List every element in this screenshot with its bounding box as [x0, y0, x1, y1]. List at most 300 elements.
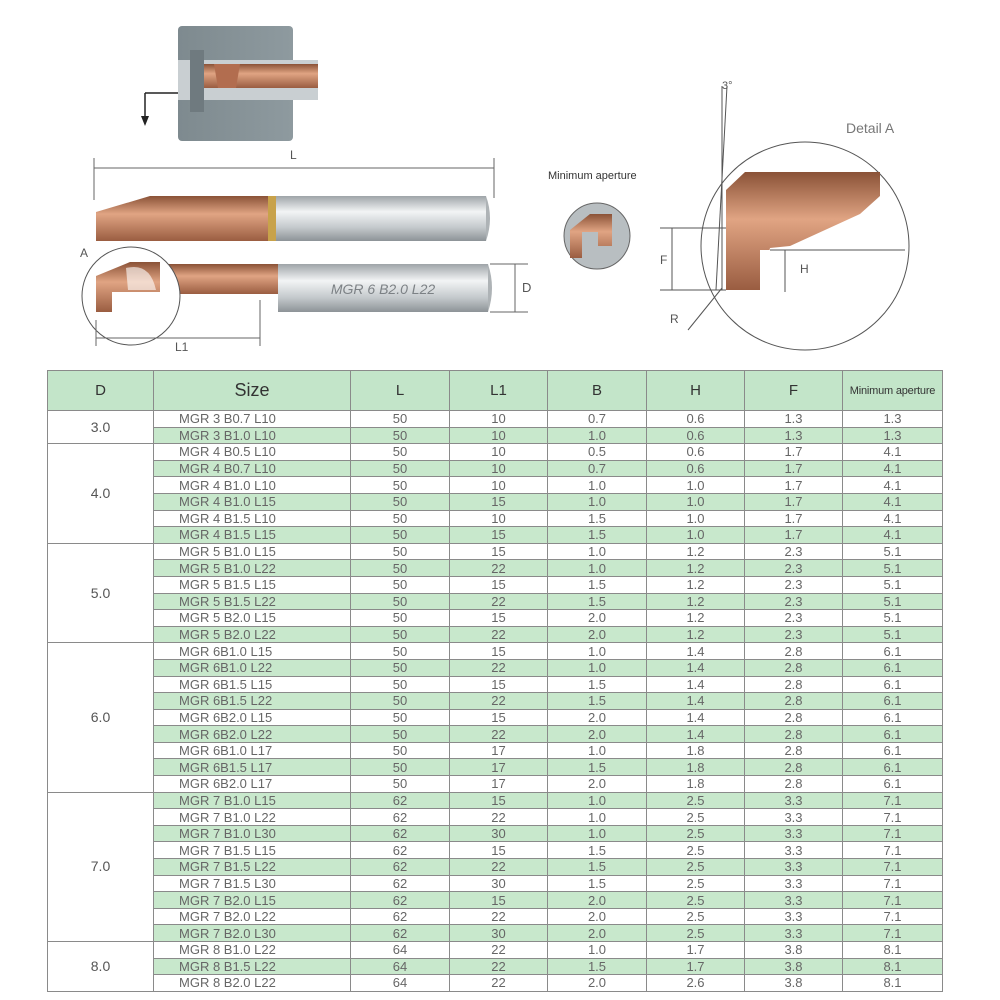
h-cell: 1.4 — [647, 659, 745, 676]
l-cell: 50 — [351, 776, 450, 793]
dim-R-label: R — [670, 312, 679, 326]
dim-L-label: L — [290, 148, 297, 162]
table-row — [48, 792, 943, 809]
h-cell: 1.2 — [647, 593, 745, 610]
h-cell: 1.0 — [647, 477, 745, 494]
h-cell: 1.4 — [647, 709, 745, 726]
size-cell: MGR 6B1.5 L15 — [154, 676, 351, 693]
l1-cell: 15 — [450, 709, 548, 726]
f-cell: 2.8 — [745, 709, 843, 726]
min-aperture-cell: 7.1 — [843, 892, 943, 909]
l1-cell: 30 — [450, 875, 548, 892]
min-aperture-cell: 1.3 — [843, 427, 943, 444]
h-cell: 2.5 — [647, 842, 745, 859]
l-cell: 64 — [351, 958, 450, 975]
table-row — [48, 527, 943, 544]
table-header-row — [48, 371, 943, 411]
size-cell: MGR 4 B0.7 L10 — [154, 460, 351, 477]
h-cell: 2.5 — [647, 825, 745, 842]
b-cell: 1.0 — [548, 543, 647, 560]
l1-cell: 15 — [450, 610, 548, 627]
b-cell: 1.5 — [548, 958, 647, 975]
l1-cell: 15 — [450, 543, 548, 560]
size-cell: MGR 7 B1.0 L15 — [154, 792, 351, 809]
l-cell: 50 — [351, 726, 450, 743]
table-row — [48, 958, 943, 975]
l-cell: 62 — [351, 892, 450, 909]
h-cell: 1.4 — [647, 693, 745, 710]
l-cell: 62 — [351, 859, 450, 876]
h-cell: 2.5 — [647, 859, 745, 876]
h-cell: 1.0 — [647, 493, 745, 510]
f-cell: 2.8 — [745, 693, 843, 710]
table-row — [48, 825, 943, 842]
diameter-cell: 5.0 — [48, 543, 154, 643]
f-cell: 2.3 — [745, 610, 843, 627]
table-row — [48, 427, 943, 444]
size-cell: MGR 6B2.0 L15 — [154, 709, 351, 726]
l-cell: 50 — [351, 510, 450, 527]
engraving-text: MGR 6 B2.0 L22 — [330, 281, 436, 297]
b-cell: 1.5 — [548, 676, 647, 693]
h-cell: 2.5 — [647, 925, 745, 942]
min-aperture-cell: 5.1 — [843, 593, 943, 610]
f-cell: 3.3 — [745, 859, 843, 876]
min-aperture-cell: 7.1 — [843, 842, 943, 859]
b-cell: 2.0 — [548, 892, 647, 909]
b-cell: 1.5 — [548, 759, 647, 776]
min-aperture-caption: Minimum aperture — [548, 170, 637, 182]
b-cell: 1.0 — [548, 560, 647, 577]
min-aperture-cell: 6.1 — [843, 759, 943, 776]
b-cell: 2.0 — [548, 610, 647, 627]
l1-cell: 17 — [450, 742, 548, 759]
f-cell: 2.8 — [745, 676, 843, 693]
b-cell: 1.5 — [548, 510, 647, 527]
f-cell: 3.3 — [745, 908, 843, 925]
min-aperture-cell: 5.1 — [843, 626, 943, 643]
min-aperture-cell: 7.1 — [843, 825, 943, 842]
table-row — [48, 444, 943, 461]
table-row — [48, 610, 943, 627]
h-cell: 1.2 — [647, 626, 745, 643]
b-cell: 2.0 — [548, 908, 647, 925]
b-cell: 0.5 — [548, 444, 647, 461]
size-cell: MGR 4 B0.5 L10 — [154, 444, 351, 461]
table-row — [48, 593, 943, 610]
table-row — [48, 560, 943, 577]
b-cell: 1.0 — [548, 792, 647, 809]
min-aperture-cell: 4.1 — [843, 510, 943, 527]
l-cell: 50 — [351, 427, 450, 444]
f-cell: 3.3 — [745, 925, 843, 942]
l1-cell: 22 — [450, 859, 548, 876]
table-row — [48, 576, 943, 593]
min-aperture-cell: 6.1 — [843, 709, 943, 726]
h-cell: 0.6 — [647, 444, 745, 461]
l1-cell: 15 — [450, 527, 548, 544]
detail-marker-A: A — [80, 246, 89, 260]
b-cell: 1.5 — [548, 527, 647, 544]
workpiece-illustration — [141, 26, 318, 141]
table-row — [48, 892, 943, 909]
f-cell: 3.3 — [745, 809, 843, 826]
h-cell: 1.8 — [647, 776, 745, 793]
l-cell: 64 — [351, 975, 450, 992]
f-cell: 2.3 — [745, 560, 843, 577]
f-cell: 3.8 — [745, 975, 843, 992]
l-cell: 62 — [351, 809, 450, 826]
h-cell: 2.5 — [647, 792, 745, 809]
table-row — [48, 493, 943, 510]
dim-H-label: H — [800, 262, 809, 276]
table-row — [48, 742, 943, 759]
min-aperture-cell: 7.1 — [843, 908, 943, 925]
size-cell: MGR 8 B1.5 L22 — [154, 958, 351, 975]
size-cell: MGR 4 B1.5 L15 — [154, 527, 351, 544]
min-aperture-cell: 4.1 — [843, 493, 943, 510]
min-aperture-cell: 7.1 — [843, 925, 943, 942]
h-cell: 0.6 — [647, 427, 745, 444]
l-cell: 50 — [351, 411, 450, 428]
min-aperture-cell: 8.1 — [843, 942, 943, 959]
table-row — [48, 709, 943, 726]
f-cell: 2.3 — [745, 543, 843, 560]
min-aperture-cell: 7.1 — [843, 809, 943, 826]
b-cell: 1.5 — [548, 842, 647, 859]
l1-cell: 15 — [450, 792, 548, 809]
size-cell: MGR 6B1.0 L15 — [154, 643, 351, 660]
l-cell: 62 — [351, 875, 450, 892]
l-cell: 50 — [351, 643, 450, 660]
l1-cell: 22 — [450, 908, 548, 925]
size-cell: MGR 7 B1.5 L30 — [154, 875, 351, 892]
size-cell: MGR 7 B2.0 L22 — [154, 908, 351, 925]
l-cell: 64 — [351, 942, 450, 959]
l1-cell: 15 — [450, 842, 548, 859]
table-row — [48, 477, 943, 494]
min-aperture-cell: 6.1 — [843, 726, 943, 743]
min-aperture-cell: 8.1 — [843, 958, 943, 975]
tool-diagram — [0, 0, 1000, 368]
l1-cell: 30 — [450, 825, 548, 842]
l-cell: 50 — [351, 709, 450, 726]
b-cell: 0.7 — [548, 460, 647, 477]
size-cell: MGR 5 B2.0 L15 — [154, 610, 351, 627]
l-cell: 50 — [351, 610, 450, 627]
table-row — [48, 842, 943, 859]
table-row — [48, 975, 943, 992]
h-cell: 2.5 — [647, 908, 745, 925]
dim-L1-label: L1 — [175, 340, 189, 354]
spec-table — [47, 370, 943, 992]
size-cell: MGR 5 B2.0 L22 — [154, 626, 351, 643]
l-cell: 62 — [351, 925, 450, 942]
min-aperture-cell: 4.1 — [843, 444, 943, 461]
min-aperture-cell: 6.1 — [843, 776, 943, 793]
l-cell: 62 — [351, 842, 450, 859]
dim-F-label: F — [660, 253, 668, 267]
l-cell: 50 — [351, 527, 450, 544]
table-row — [48, 726, 943, 743]
l-cell: 50 — [351, 560, 450, 577]
l1-cell: 15 — [450, 892, 548, 909]
l-cell: 50 — [351, 477, 450, 494]
f-cell: 1.3 — [745, 411, 843, 428]
l-cell: 50 — [351, 676, 450, 693]
h-cell: 1.4 — [647, 676, 745, 693]
f-cell: 2.3 — [745, 626, 843, 643]
min-aperture-cell: 8.1 — [843, 975, 943, 992]
l-cell: 50 — [351, 460, 450, 477]
size-cell: MGR 7 B1.0 L30 — [154, 825, 351, 842]
f-cell: 1.7 — [745, 460, 843, 477]
f-cell: 2.3 — [745, 593, 843, 610]
l-cell: 50 — [351, 626, 450, 643]
h-cell: 0.6 — [647, 411, 745, 428]
diameter-cell: 6.0 — [48, 643, 154, 792]
l1-cell: 10 — [450, 444, 548, 461]
f-cell: 3.3 — [745, 892, 843, 909]
size-cell: MGR 7 B2.0 L15 — [154, 892, 351, 909]
l1-cell: 22 — [450, 560, 548, 577]
b-cell: 1.5 — [548, 576, 647, 593]
b-cell: 1.0 — [548, 942, 647, 959]
detail-a-label: Detail A — [846, 120, 895, 136]
min-aperture-cell: 7.1 — [843, 875, 943, 892]
dim-D-label: D — [522, 280, 532, 295]
table-row — [48, 626, 943, 643]
h-cell: 1.8 — [647, 759, 745, 776]
h-cell: 2.6 — [647, 975, 745, 992]
l1-cell: 22 — [450, 958, 548, 975]
size-cell: MGR 7 B2.0 L30 — [154, 925, 351, 942]
f-cell: 2.8 — [745, 659, 843, 676]
size-cell: MGR 3 B0.7 L10 — [154, 411, 351, 428]
min-aperture-illustration — [564, 203, 630, 269]
f-cell: 1.7 — [745, 444, 843, 461]
h-cell: 1.7 — [647, 942, 745, 959]
size-cell: MGR 4 B1.5 L10 — [154, 510, 351, 527]
h-cell: 1.2 — [647, 610, 745, 627]
header-l: L — [351, 371, 450, 411]
size-cell: MGR 7 B1.5 L15 — [154, 842, 351, 859]
size-cell: MGR 4 B1.0 L15 — [154, 493, 351, 510]
l1-cell: 15 — [450, 576, 548, 593]
h-cell: 2.5 — [647, 892, 745, 909]
l1-cell: 22 — [450, 593, 548, 610]
l1-cell: 22 — [450, 975, 548, 992]
header-b: B — [548, 371, 647, 411]
h-cell: 1.0 — [647, 510, 745, 527]
h-cell: 1.0 — [647, 527, 745, 544]
f-cell: 2.3 — [745, 576, 843, 593]
l-cell: 50 — [351, 493, 450, 510]
table-row — [48, 659, 943, 676]
l-cell: 62 — [351, 908, 450, 925]
h-cell: 1.8 — [647, 742, 745, 759]
min-aperture-cell: 4.1 — [843, 477, 943, 494]
h-cell: 1.2 — [647, 576, 745, 593]
l1-cell: 10 — [450, 411, 548, 428]
size-cell: MGR 6B1.5 L17 — [154, 759, 351, 776]
f-cell: 2.8 — [745, 742, 843, 759]
tip-detail-circle — [82, 247, 260, 346]
diameter-cell: 4.0 — [48, 444, 154, 544]
b-cell: 1.0 — [548, 493, 647, 510]
f-cell: 3.3 — [745, 825, 843, 842]
min-aperture-cell: 4.1 — [843, 460, 943, 477]
f-cell: 3.3 — [745, 842, 843, 859]
h-cell: 1.4 — [647, 726, 745, 743]
b-cell: 2.0 — [548, 709, 647, 726]
f-cell: 2.8 — [745, 776, 843, 793]
tool-side-view — [96, 196, 490, 241]
l-cell: 50 — [351, 659, 450, 676]
f-cell: 1.7 — [745, 493, 843, 510]
size-cell: MGR 6B1.0 L17 — [154, 742, 351, 759]
f-cell: 1.3 — [745, 427, 843, 444]
size-cell: MGR 5 B1.0 L22 — [154, 560, 351, 577]
h-cell: 1.7 — [647, 958, 745, 975]
b-cell: 1.0 — [548, 742, 647, 759]
size-cell: MGR 6B1.5 L22 — [154, 693, 351, 710]
min-aperture-cell: 6.1 — [843, 676, 943, 693]
l1-cell: 15 — [450, 676, 548, 693]
diameter-cell: 3.0 — [48, 411, 154, 444]
l1-cell: 22 — [450, 626, 548, 643]
l-cell: 50 — [351, 444, 450, 461]
b-cell: 1.0 — [548, 477, 647, 494]
min-aperture-cell: 6.1 — [843, 643, 943, 660]
tool-top-view — [150, 264, 528, 312]
min-aperture-cell: 5.1 — [843, 543, 943, 560]
l1-cell: 17 — [450, 776, 548, 793]
h-cell: 2.5 — [647, 809, 745, 826]
angle-label: 3° — [722, 80, 733, 92]
b-cell: 1.5 — [548, 593, 647, 610]
header-l1: L1 — [450, 371, 548, 411]
diameter-cell: 7.0 — [48, 792, 154, 941]
l1-cell: 22 — [450, 659, 548, 676]
table-row — [48, 859, 943, 876]
b-cell: 2.0 — [548, 776, 647, 793]
min-aperture-cell: 6.1 — [843, 742, 943, 759]
b-cell: 1.0 — [548, 643, 647, 660]
l-cell: 50 — [351, 759, 450, 776]
min-aperture-cell: 1.3 — [843, 411, 943, 428]
table-row — [48, 942, 943, 959]
size-cell: MGR 3 B1.0 L10 — [154, 427, 351, 444]
l1-cell: 22 — [450, 809, 548, 826]
l-cell: 50 — [351, 593, 450, 610]
b-cell: 1.0 — [548, 825, 647, 842]
table-row — [48, 759, 943, 776]
l1-cell: 30 — [450, 925, 548, 942]
f-cell: 3.8 — [745, 942, 843, 959]
l1-cell: 15 — [450, 493, 548, 510]
header-min-aperture: Minimum aperture — [843, 371, 943, 411]
l1-cell: 22 — [450, 726, 548, 743]
header-h: H — [647, 371, 745, 411]
size-cell: MGR 5 B1.5 L22 — [154, 593, 351, 610]
h-cell: 1.2 — [647, 543, 745, 560]
min-aperture-cell: 4.1 — [843, 527, 943, 544]
min-aperture-cell: 7.1 — [843, 792, 943, 809]
f-cell: 1.7 — [745, 527, 843, 544]
size-cell: MGR 8 B2.0 L22 — [154, 975, 351, 992]
f-cell: 2.8 — [745, 726, 843, 743]
size-cell: MGR 4 B1.0 L10 — [154, 477, 351, 494]
table-row — [48, 460, 943, 477]
l1-cell: 22 — [450, 693, 548, 710]
h-cell: 1.2 — [647, 560, 745, 577]
min-aperture-cell: 5.1 — [843, 560, 943, 577]
min-aperture-cell: 7.1 — [843, 859, 943, 876]
min-aperture-cell: 6.1 — [843, 659, 943, 676]
l-cell: 62 — [351, 792, 450, 809]
table-row — [48, 693, 943, 710]
f-cell: 1.7 — [745, 510, 843, 527]
table-row — [48, 925, 943, 942]
size-cell: MGR 7 B1.5 L22 — [154, 859, 351, 876]
size-cell: MGR 6B2.0 L17 — [154, 776, 351, 793]
b-cell: 1.5 — [548, 859, 647, 876]
table-row — [48, 908, 943, 925]
f-cell: 2.8 — [745, 643, 843, 660]
b-cell: 2.0 — [548, 925, 647, 942]
size-cell: MGR 5 B1.0 L15 — [154, 543, 351, 560]
table-row — [48, 543, 943, 560]
h-cell: 0.6 — [647, 460, 745, 477]
header-d: D — [48, 371, 154, 411]
f-cell: 1.7 — [745, 477, 843, 494]
table-row — [48, 411, 943, 428]
f-cell: 3.3 — [745, 792, 843, 809]
l1-cell: 10 — [450, 510, 548, 527]
l-cell: 50 — [351, 576, 450, 593]
header-size: Size — [154, 371, 351, 411]
size-cell: MGR 6B1.0 L22 — [154, 659, 351, 676]
table-row — [48, 776, 943, 793]
l-cell: 50 — [351, 742, 450, 759]
h-cell: 1.4 — [647, 643, 745, 660]
table-row — [48, 875, 943, 892]
table-row — [48, 676, 943, 693]
header-f: F — [745, 371, 843, 411]
diameter-cell: 8.0 — [48, 942, 154, 992]
h-cell: 2.5 — [647, 875, 745, 892]
l-cell: 50 — [351, 693, 450, 710]
min-aperture-cell: 6.1 — [843, 693, 943, 710]
min-aperture-cell: 5.1 — [843, 576, 943, 593]
l1-cell: 10 — [450, 477, 548, 494]
spec-table-body — [48, 411, 943, 992]
f-cell: 2.8 — [745, 759, 843, 776]
table-row — [48, 643, 943, 660]
l1-cell: 10 — [450, 460, 548, 477]
table-row — [48, 809, 943, 826]
b-cell: 1.0 — [548, 809, 647, 826]
b-cell: 1.0 — [548, 427, 647, 444]
size-cell: MGR 8 B1.0 L22 — [154, 942, 351, 959]
b-cell: 1.0 — [548, 659, 647, 676]
table-row — [48, 510, 943, 527]
l1-cell: 22 — [450, 942, 548, 959]
f-cell: 3.3 — [745, 875, 843, 892]
l1-cell: 15 — [450, 643, 548, 660]
b-cell: 2.0 — [548, 975, 647, 992]
